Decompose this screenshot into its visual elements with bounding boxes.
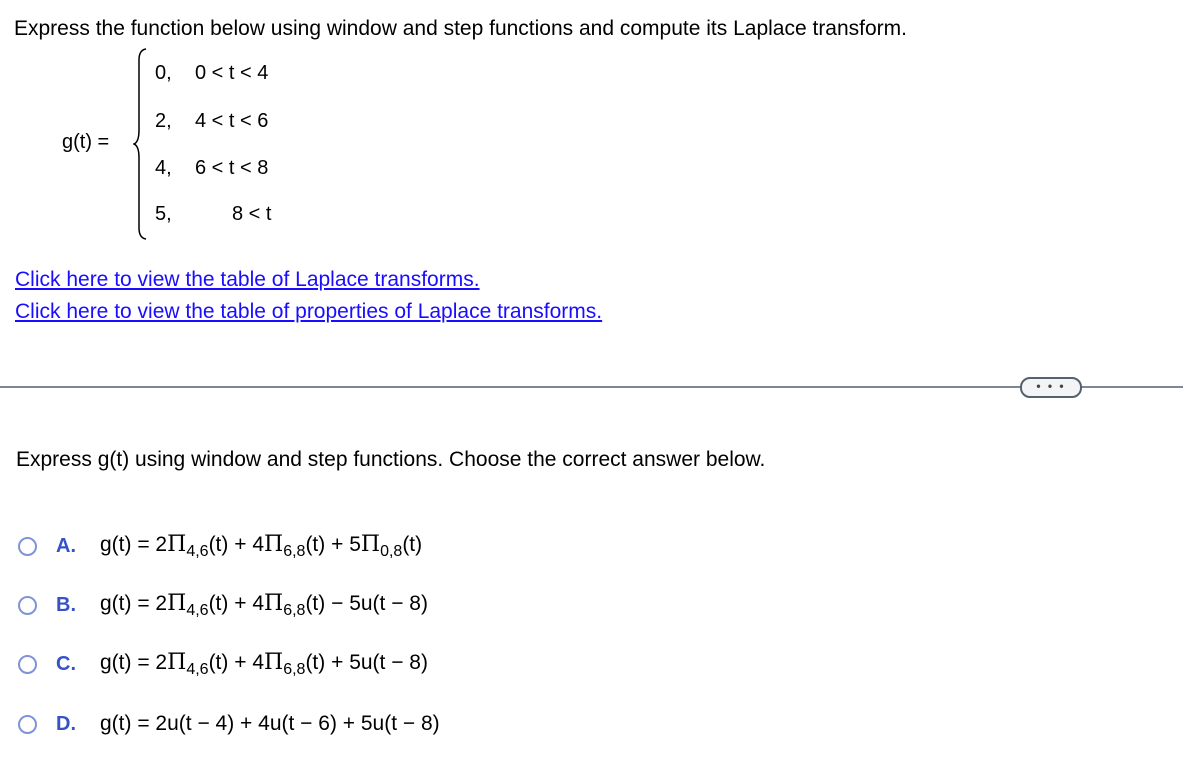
window-subscript: 4,6	[186, 660, 209, 678]
window-subscript: 0,8	[380, 542, 403, 560]
piece-value: 5,	[155, 203, 172, 225]
window-function-symbol: Π	[264, 649, 284, 675]
window-function-symbol: Π	[167, 590, 187, 616]
piece-condition: 8 < t	[232, 203, 272, 225]
option-label: D.	[56, 712, 76, 735]
answer-option-a[interactable]	[18, 531, 422, 561]
radio-button[interactable]	[18, 655, 37, 674]
window-subscript: 4,6	[186, 542, 209, 560]
window-function-symbol: Π	[167, 531, 187, 557]
option-formula	[100, 650, 428, 679]
option-label: C.	[56, 652, 76, 675]
formula-text: (t) + 4	[208, 532, 264, 556]
radio-button[interactable]	[18, 537, 37, 556]
option-formula	[100, 532, 422, 561]
problem-statement: Express the function below using window and step functions and compute its Laplace transform.	[14, 17, 908, 40]
radio-button[interactable]	[18, 596, 37, 615]
laplace-table-link[interactable]: Click here to view the table of Laplace transforms.	[15, 268, 480, 291]
left-brace-icon	[133, 48, 147, 240]
function-label: g(t) =	[62, 131, 110, 153]
window-function-symbol: Π	[360, 531, 381, 557]
formula-text: (t) + 5u(t − 8)	[305, 650, 428, 674]
window-subscript: 6,8	[283, 542, 306, 560]
formula-text: (t) + 4	[208, 591, 264, 615]
formula-text: g(t) = 2	[100, 650, 168, 674]
answer-option-c[interactable]	[18, 649, 428, 679]
window-function-symbol: Π	[264, 590, 284, 616]
laplace-properties-link[interactable]: Click here to view the table of properties of Laplace transforms.	[15, 300, 603, 323]
answer-option-b[interactable]	[18, 590, 428, 620]
option-label: A.	[56, 534, 76, 557]
radio-button[interactable]	[18, 715, 37, 734]
formula-text: (t) + 5	[305, 532, 361, 556]
piece-value: 2,	[155, 110, 172, 132]
formula-text: (t) + 4	[208, 650, 264, 674]
piece-condition: 6 < t < 8	[195, 157, 269, 179]
formula-text: g(t) = 2	[100, 532, 168, 556]
piece-condition: 4 < t < 6	[195, 110, 269, 132]
formula-text: g(t) = 2u(t − 4) + 4u(t − 6) + 5u(t − 8)	[100, 712, 440, 735]
answer-option-d[interactable]	[18, 709, 440, 739]
formula-text: (t) − 5u(t − 8)	[305, 591, 428, 615]
window-subscript: 6,8	[283, 601, 306, 619]
window-function-symbol: Π	[167, 649, 187, 675]
window-subscript: 4,6	[186, 601, 209, 619]
option-label: B.	[56, 593, 76, 616]
formula-text: (t)	[402, 532, 423, 556]
piece-value: 0,	[155, 62, 172, 84]
window-function-symbol: Π	[264, 531, 284, 557]
more-button[interactable]: • • •	[1020, 377, 1082, 398]
divider	[0, 386, 1183, 388]
option-formula	[100, 712, 440, 736]
piece-value: 4,	[155, 157, 172, 179]
formula-text: g(t) = 2	[100, 591, 168, 615]
piece-condition: 0 < t < 4	[195, 62, 269, 84]
question-text: Express g(t) using window and step functions. Choose the correct answer below.	[16, 448, 766, 471]
option-formula	[100, 591, 428, 620]
window-subscript: 6,8	[283, 660, 306, 678]
